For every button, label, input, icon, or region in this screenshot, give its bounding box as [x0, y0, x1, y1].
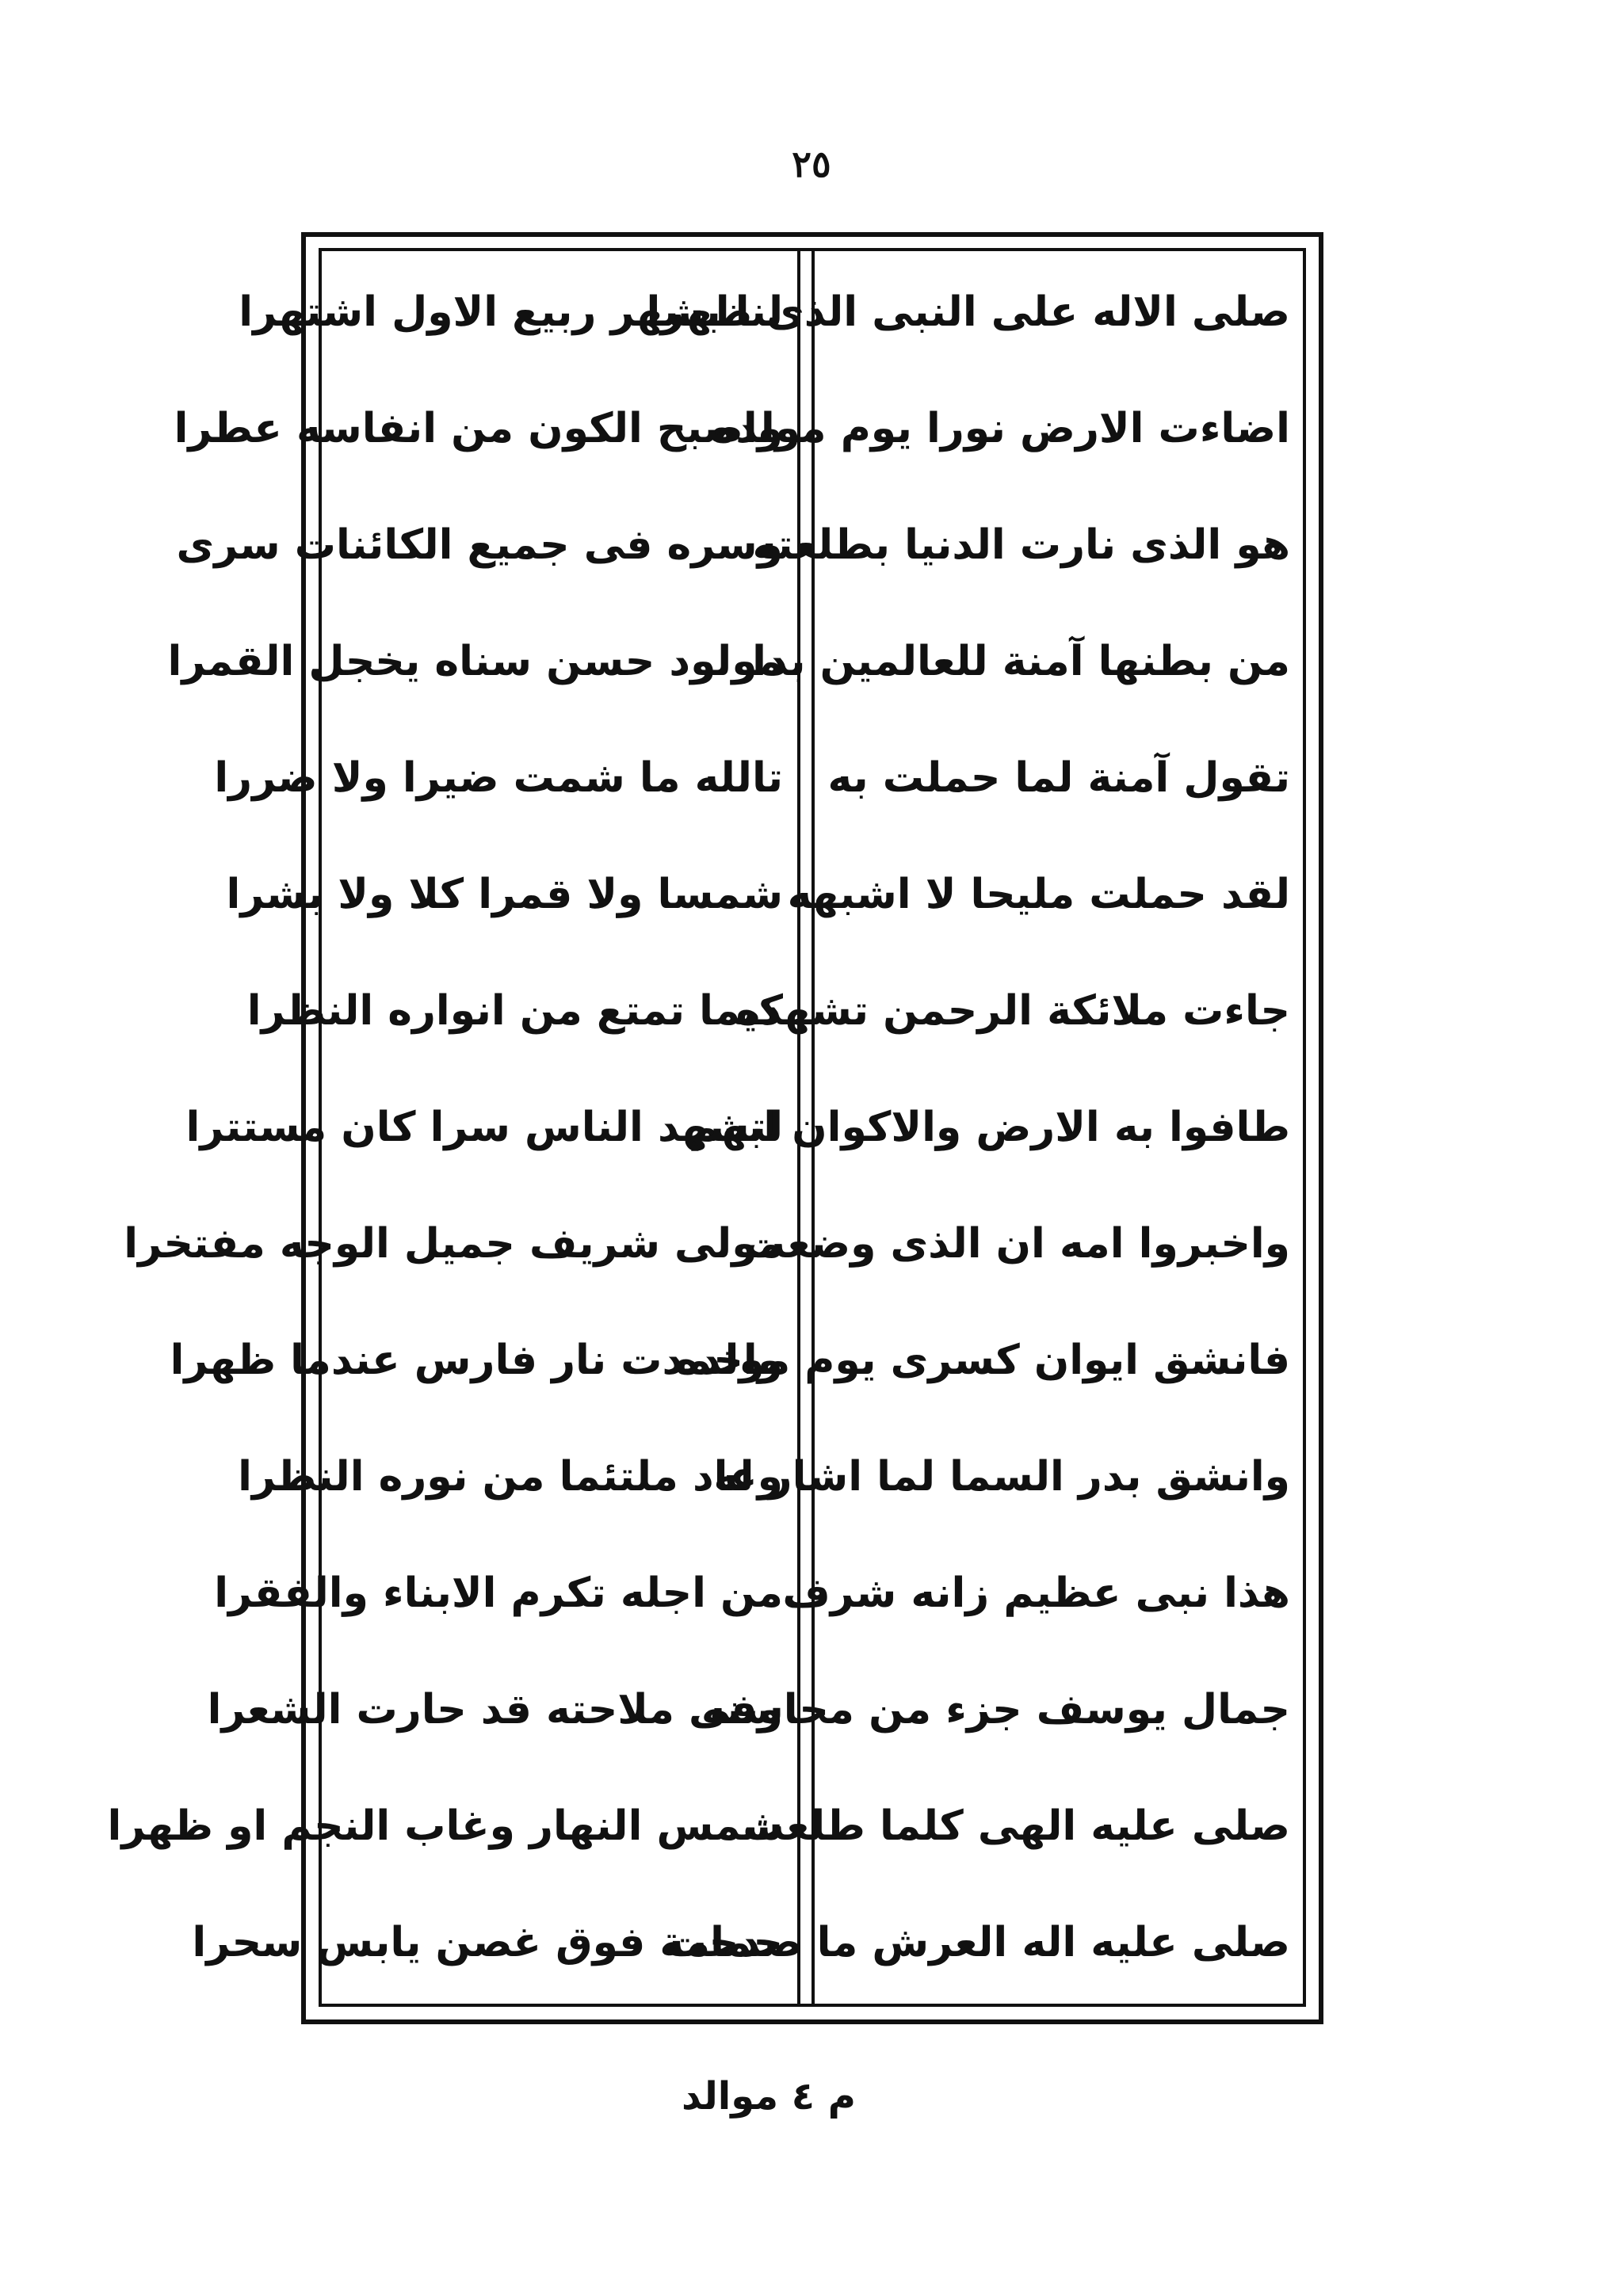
verse-right-11: وانشق بدر السما لما اشار له — [713, 1453, 1290, 1501]
verse-right-8: طافوا به الارض والاكوان ابهم — [688, 1103, 1290, 1151]
verse-right-3: هو الذى نارت الدنيا بطلعته — [752, 521, 1290, 569]
verse-left-10: واخمدت نار فارس عندما ظهرا — [170, 1337, 783, 1385]
verse-right-14: صلى عليه الهى كلما طلعت — [743, 1802, 1290, 1851]
verse-left-4: مولود حسن سناه يخجل القمرا — [167, 637, 783, 685]
verse-right-9: واخبروا امه ان الذى وضعت — [743, 1220, 1290, 1268]
verse-left-7: كيما تمتع من انواره النظرا — [246, 986, 783, 1035]
verse-right-2: اضاءت الارض نورا يوم مولده — [711, 404, 1290, 452]
verse-right-13: جمال يوسف جزء من محاسنه — [701, 1686, 1290, 1734]
verse-right-7: جاءت ملائكة الرحمن تشهده — [735, 986, 1290, 1035]
verse-left-6: شمسا ولا قمرا كلا ولا بشرا — [226, 870, 783, 918]
verse-right-15: صلى عليه اله العرش ما صدحت — [665, 1919, 1290, 1967]
verse-left-3: وسره فى جميع الكائنات سرى — [176, 521, 783, 569]
verse-right-4: من بطنها آمنة للعالمين بدا — [752, 637, 1290, 685]
right-verse-column — [646, 254, 1301, 2001]
verse-left-15: حمامة فوق غصن يابس سحرا — [192, 1919, 783, 1967]
verse-left-2: واصبح الكون من انفاسه عطرا — [174, 404, 783, 452]
verse-left-8: لتشهد الناس سرا كان مستترا — [185, 1103, 783, 1151]
verse-left-11: وعاد ملتئما من نوره النظرا — [238, 1453, 783, 1501]
verse-right-10: فانشق ايوان كسرى يوم مولده — [675, 1337, 1290, 1385]
left-verse-column — [107, 254, 794, 2001]
page-number: ٢٥ — [792, 143, 831, 185]
verse-right-1: صلى الاله على النبى الذى ظهرا — [646, 288, 1290, 336]
signature-mark: م ٤ موالد — [682, 2074, 856, 2119]
verse-left-12: من اجله تكرم الابناء والفقرا — [214, 1569, 783, 1618]
verse-left-5: تالله ما شمت ضيرا ولا ضررا — [214, 753, 783, 802]
verse-right-5: تقول آمنة لما حملت به — [827, 753, 1290, 802]
verse-left-9: مولى شريف جميل الوجه مفتخرا — [124, 1220, 783, 1268]
verse-left-1: لنا بشهر ربيع الاول اشتهرا — [239, 288, 783, 336]
verse-right-6: لقد حملت مليحا لا اشبهه — [787, 870, 1290, 918]
verse-left-13: وفى ملاحته قد حارت الشعرا — [207, 1686, 783, 1734]
verse-left-14: شمس النهار وغاب النجم او ظهرا — [107, 1802, 783, 1851]
verse-right-12: هذا نبى عظيم زانه شرف — [782, 1569, 1290, 1618]
